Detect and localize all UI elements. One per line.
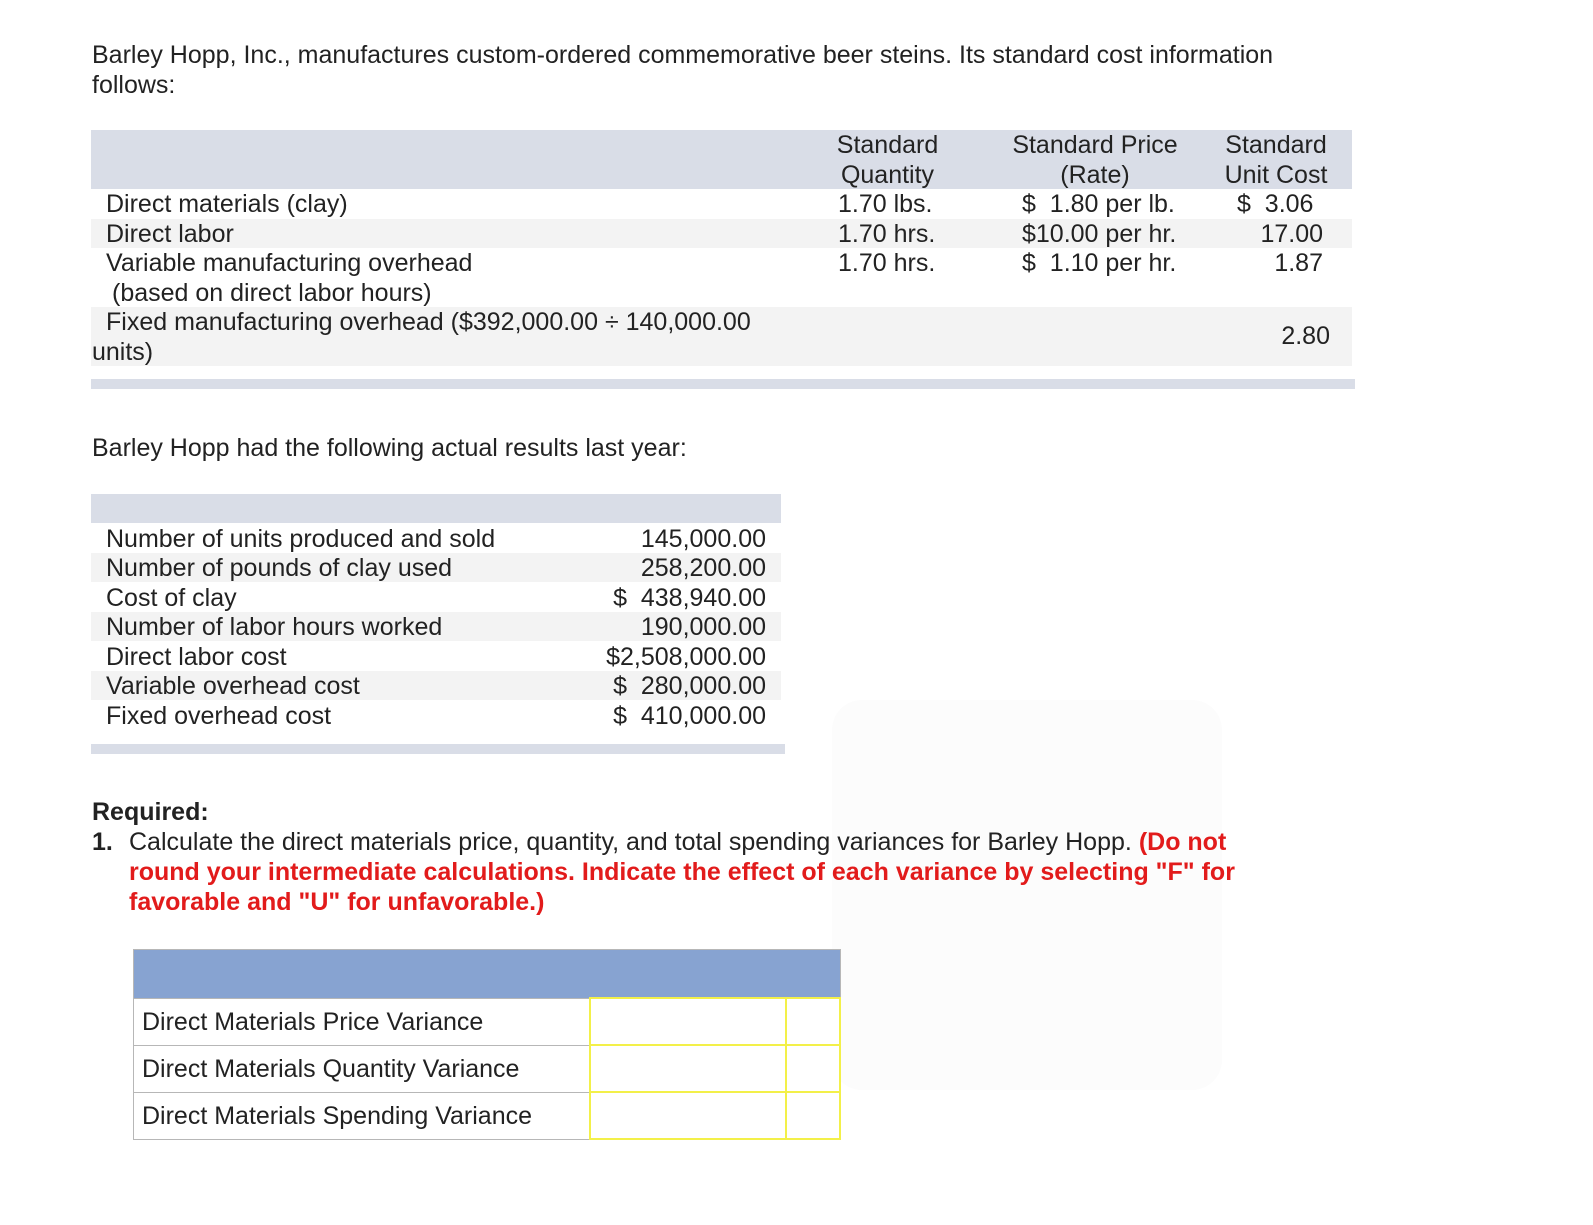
table-footer-band: [91, 379, 1355, 389]
row-quantity: 1.70 hrs.: [838, 249, 936, 277]
required-title: Required:: [92, 798, 209, 826]
row-quantity: 1.70 hrs.: [838, 220, 936, 248]
row-label: Direct labor: [106, 220, 234, 248]
header-quantity-line2: Quantity: [840, 161, 935, 189]
quantity-variance-effect-select[interactable]: [786, 1045, 840, 1092]
answer-row-label: Direct Materials Price Variance: [134, 998, 591, 1045]
row-unit-cost: $ 3.06: [1237, 190, 1314, 218]
row-label: Cost of clay: [106, 584, 237, 612]
header-unit-cost-line1: Standard: [1225, 131, 1327, 159]
row-label: Variable manufacturing overhead: [106, 249, 473, 277]
spending-variance-effect-select[interactable]: [786, 1092, 840, 1139]
required-text-block: [129, 827, 1279, 917]
row-value: 190,000.00: [640, 613, 766, 641]
header-unit-cost-line2: Unit Cost: [1224, 161, 1328, 189]
row-label: Variable overhead cost: [106, 672, 360, 700]
actual-intro-text: Barley Hopp had the following actual results last year:: [92, 434, 687, 462]
header-band: [91, 494, 781, 523]
row-unit-cost: 17.00: [1260, 220, 1323, 248]
intro-text: Barley Hopp, Inc., manufactures custom-ordered commemorative beer steins. Its standard cost information follows:: [92, 41, 1274, 99]
row-unit-cost: 2.80: [1281, 322, 1330, 350]
row-price: $10.00 per hr.: [1022, 220, 1177, 248]
row-quantity: 1.70 lbs.: [838, 190, 933, 218]
row-label: Direct labor cost: [106, 643, 287, 671]
row-label-line2: (based on direct labor hours): [112, 279, 432, 307]
row-label: Fixed manufacturing overhead ($392,000.00 ÷ 140,000.00: [106, 308, 751, 336]
price-variance-effect-select[interactable]: [786, 998, 840, 1045]
row-label: Number of labor hours worked: [106, 613, 443, 641]
answer-row-label: Direct Materials Quantity Variance: [134, 1045, 591, 1092]
header-price-line2: (Rate): [1060, 161, 1130, 189]
answer-row-label: Direct Materials Spending Variance: [134, 1092, 591, 1139]
row-value: $ 438,940.00: [613, 584, 766, 612]
row-label: Number of pounds of clay used: [106, 554, 453, 582]
required-instruction: (Do not round your intermediate calculations. Indicate the effect of each variance by selecting "F" for favorable and "U" for unfavorable.): [129, 828, 1235, 916]
required-number: 1.: [92, 828, 113, 856]
row-label-line2: units): [92, 338, 154, 366]
header-price-line1: Standard Price: [1012, 131, 1178, 159]
row-value: $ 410,000.00: [613, 702, 766, 730]
table-footer-band: [91, 744, 785, 754]
quantity-variance-input[interactable]: [590, 1045, 786, 1092]
row-value: $2,508,000.00: [606, 643, 766, 671]
answer-table: [133, 949, 841, 1140]
row-label: Direct materials (clay): [106, 190, 348, 218]
row-price: $ 1.80 per lb.: [1022, 190, 1175, 218]
row-price: $ 1.10 per hr.: [1022, 249, 1177, 277]
spending-variance-input[interactable]: [590, 1092, 786, 1139]
row-label: Fixed overhead cost: [106, 702, 332, 730]
row-unit-cost: 1.87: [1274, 249, 1323, 277]
row-value: 145,000.00: [640, 525, 766, 553]
row-label: Number of units produced and sold: [106, 525, 496, 553]
header-quantity-line1: Standard: [836, 131, 939, 159]
price-variance-input[interactable]: [590, 998, 786, 1045]
required-text: Calculate the direct materials price, quantity, and total spending variances for Barley Hopp.: [129, 828, 1132, 856]
row-value: $ 280,000.00: [613, 672, 766, 700]
answer-header: [134, 950, 841, 999]
row-value: 258,200.00: [640, 554, 766, 582]
